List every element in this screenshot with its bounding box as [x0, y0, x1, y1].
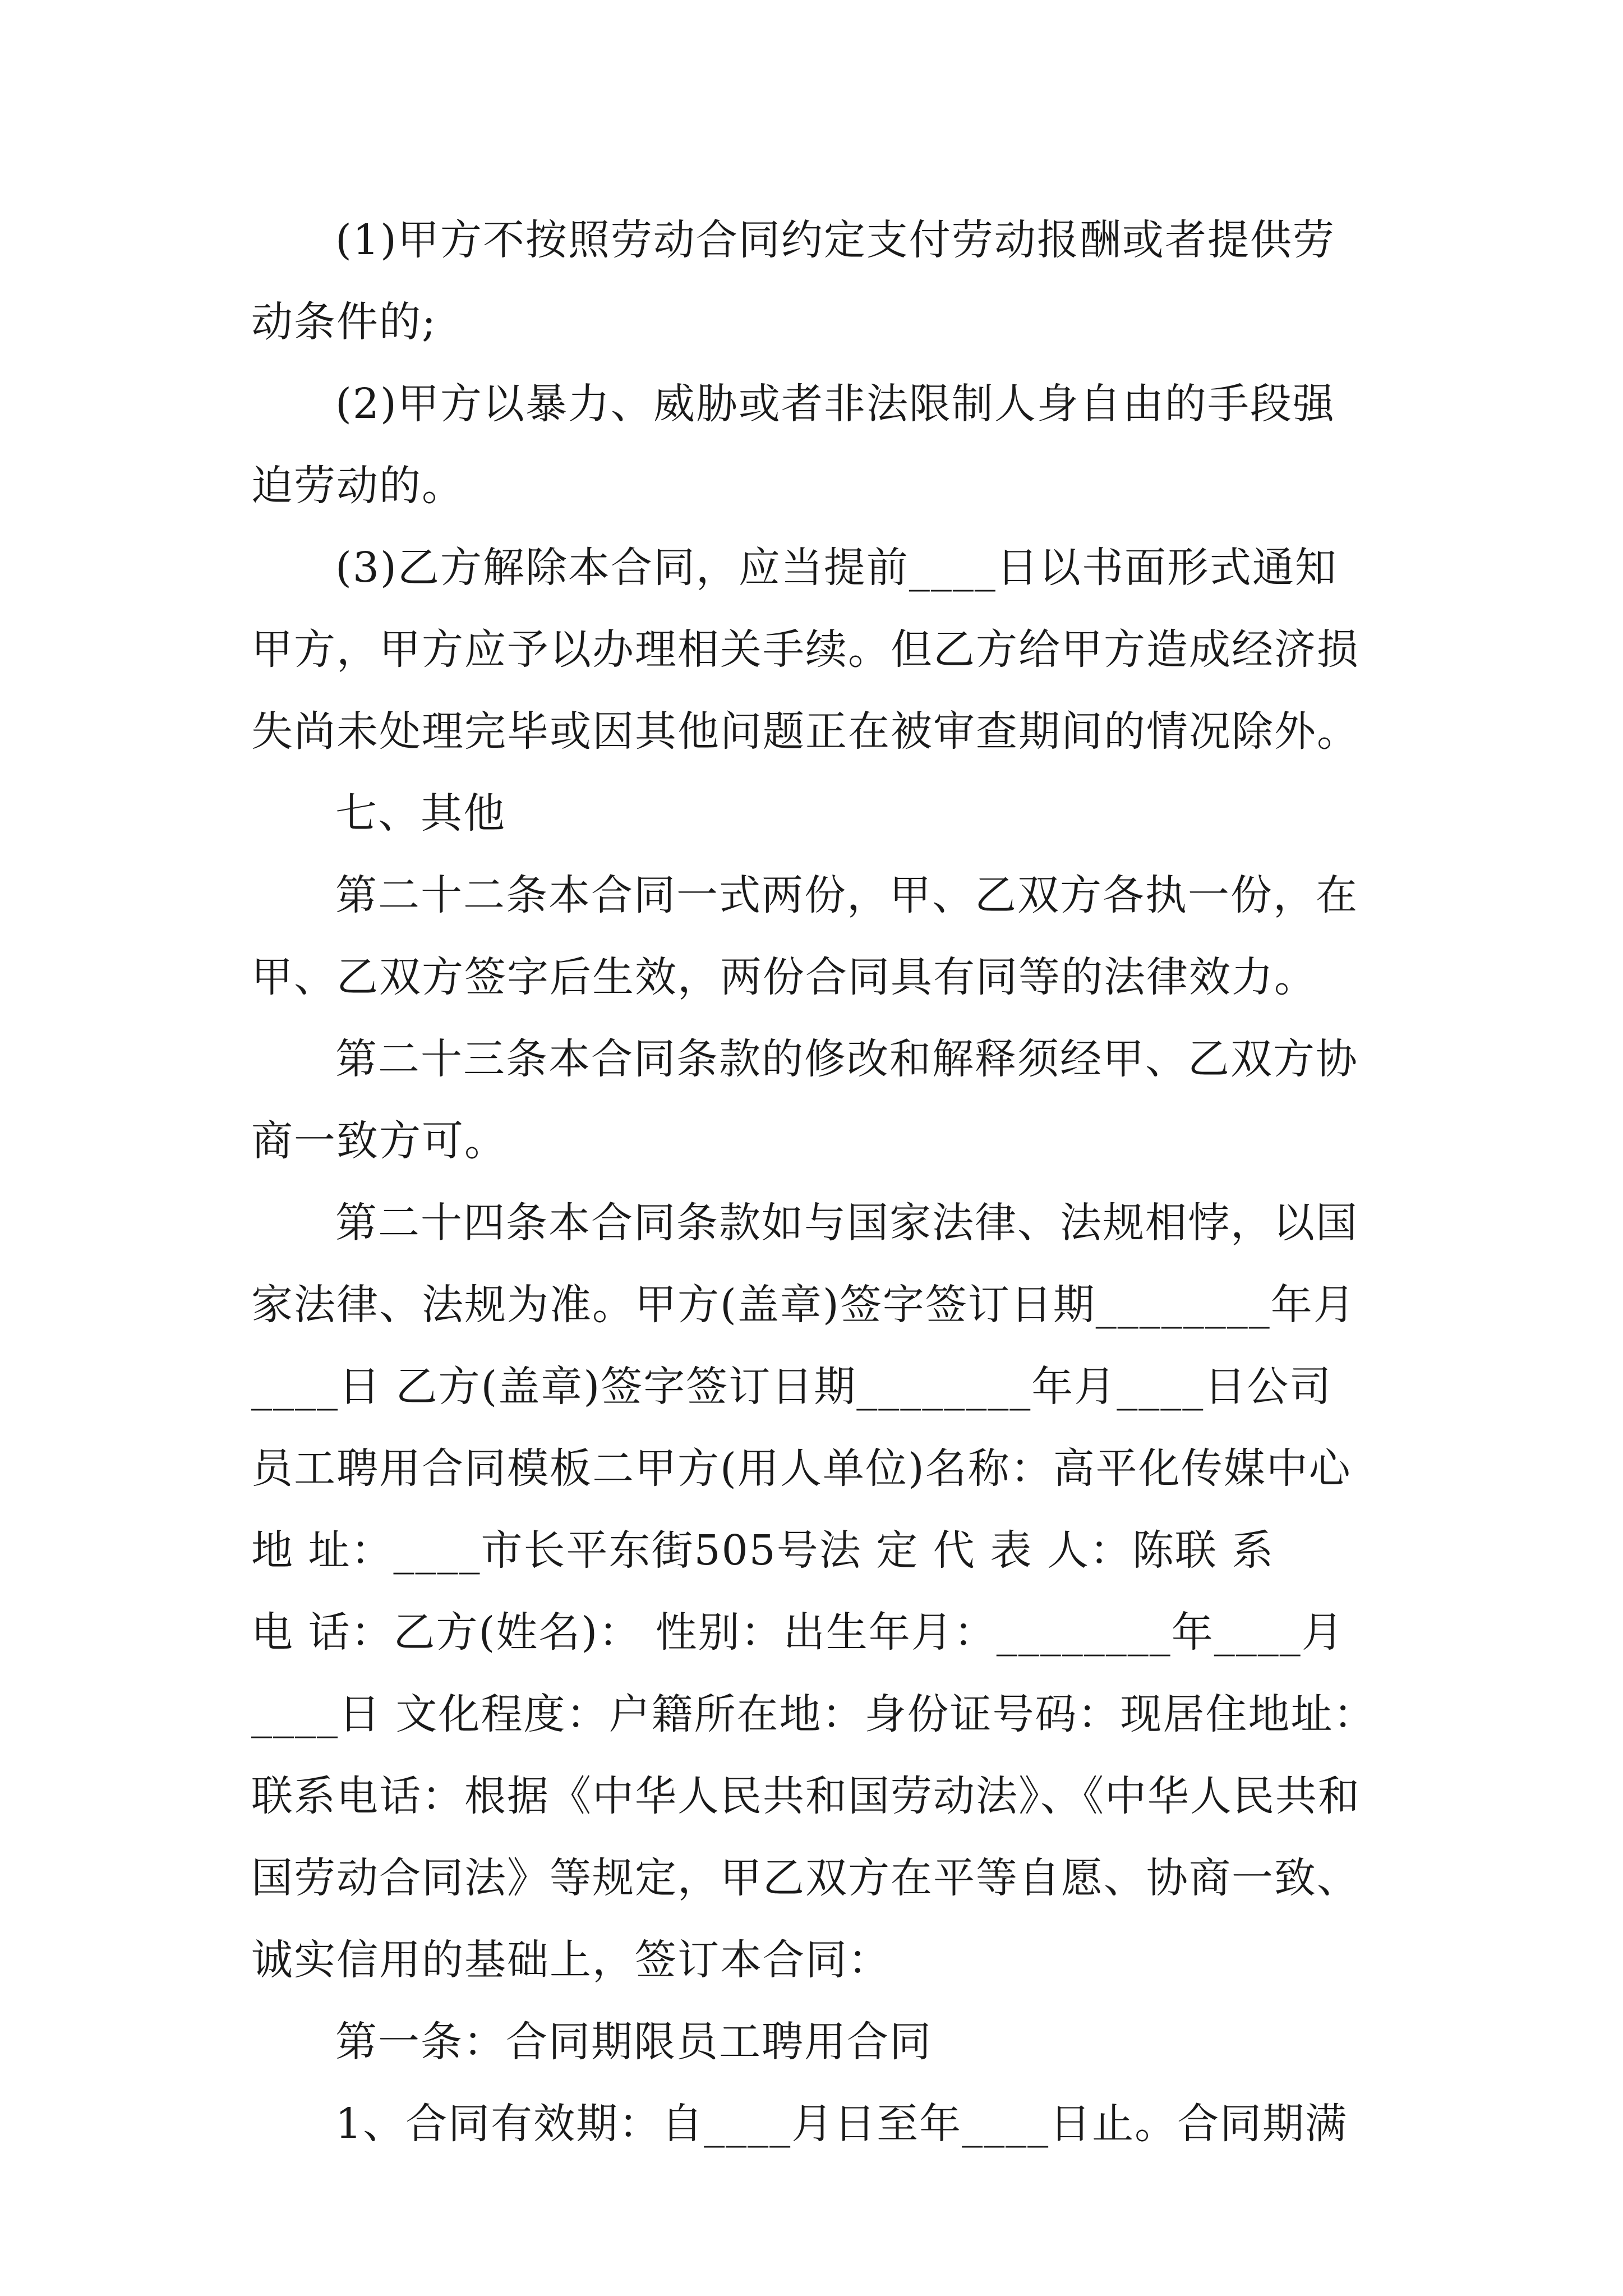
text-line: 电 话：乙方(姓名)： 性别：出生年月：________年____月: [251, 1608, 1344, 1657]
text-line: 失尚未处理完毕或因其他问题正在被审查期间的情况除外。: [251, 707, 1359, 756]
text-line: 迫劳动的。: [251, 462, 464, 510]
text-line: 第二十二条本合同一式两份，甲、乙双方各执一份，在: [335, 871, 1358, 919]
text-line: 动条件的;: [251, 298, 437, 346]
text-line: ____日 乙方(盖章)签字签订日期________年月____日公司: [251, 1363, 1332, 1411]
text-line: 地 址：____市长平东街505号法 定 代 表 人：陈联 系: [251, 1526, 1275, 1575]
text-line: 员工聘用合同模板二甲方(用人单位)名称：高平化传媒中心: [251, 1444, 1352, 1493]
text-line: 1、合同有效期：自____月日至年____日止。合同期满: [335, 2100, 1348, 2148]
text-line: 国劳动合同法》等规定，甲乙双方在平等自愿、协商一致、: [251, 1854, 1359, 1902]
text-line: 甲方，甲方应予以办理相关手续。但乙方给甲方造成经济损: [251, 625, 1359, 674]
document-body: [251, 199, 1378, 2165]
text-line: 商一致方可。: [251, 1117, 507, 1165]
text-line: ____日 文化程度：户籍所在地：身份证号码：现居住地址：: [251, 1690, 1376, 1738]
text-line: 家法律、法规为准。甲方(盖章)签字签订日期________年月: [251, 1281, 1356, 1329]
section-heading: 七、其他: [335, 789, 506, 838]
text-line: (1)甲方不按照劳动合同约定支付劳动报酬或者提供劳: [335, 216, 1335, 264]
text-line: (3)乙方解除本合同，应当提前____日以书面形式通知: [335, 544, 1338, 592]
text-line: 甲、乙双方签字后生效，两份合同具有同等的法律效力。: [251, 953, 1317, 1001]
text-line: 联系电话：根据《中华人民共和国劳动法》、《中华人民共和: [251, 1772, 1361, 1820]
text-line: 第一条：合同期限员工聘用合同: [335, 2018, 932, 2066]
text-line: (2)甲方以暴力、威胁或者非法限制人身自由的手段强: [335, 380, 1335, 428]
text-line: 第二十三条本合同条款的修改和解释须经甲、乙双方协: [335, 1035, 1358, 1083]
text-line: 第二十四条本合同条款如与国家法律、法规相悖，以国: [335, 1199, 1358, 1247]
text-line: 诚实信用的基础上，签订本合同：: [251, 1936, 891, 1984]
